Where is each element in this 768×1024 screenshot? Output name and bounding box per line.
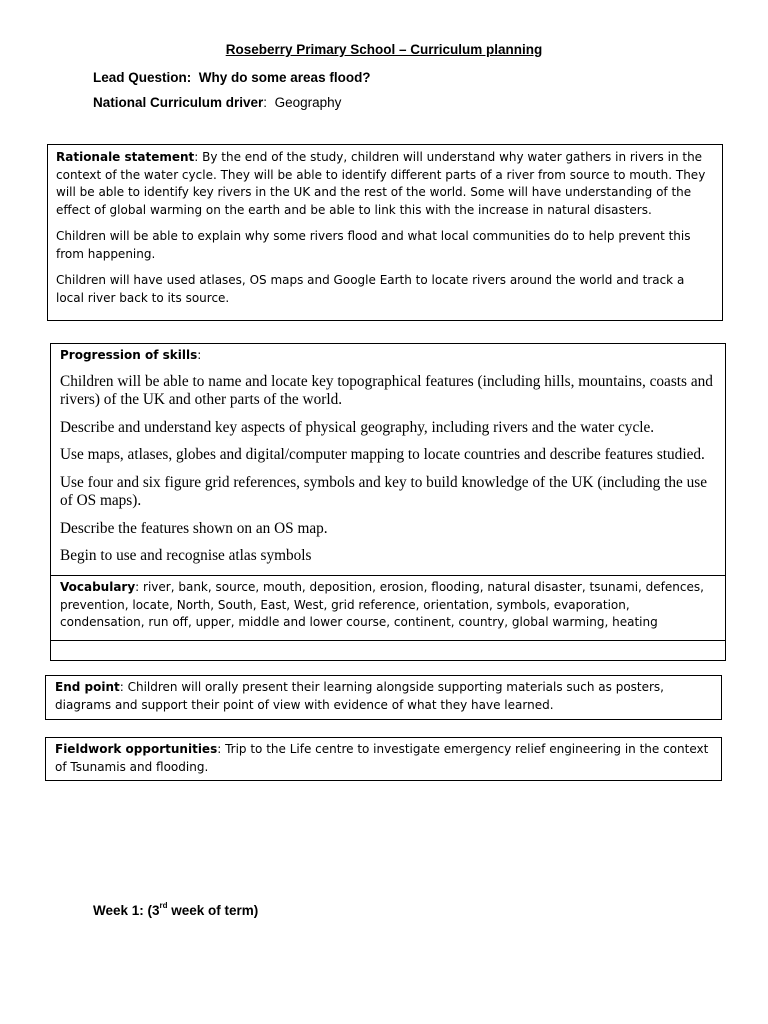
end-point-heading: End point [55,680,120,694]
progression-section [51,344,725,576]
progression-heading: Progression of skills [60,348,198,362]
progression-item: Use four and six figure grid references, symbols and key to build knowledge of the UK (including the use of OS maps). [60,473,707,509]
rationale-box [47,144,723,321]
week-prefix: Week 1: (3 [93,903,160,918]
fieldwork-heading: Fieldwork opportunities [55,742,218,756]
lead-question-label: Lead Question: [93,70,192,85]
lead-question [93,70,371,85]
fieldwork-box: Fieldwork opportunities: Trip to the Life centre to investigate emergency relief engineering in the context of Tsunamis and flooding. [45,737,722,781]
lead-question-value: Why do some areas flood? [198,70,371,85]
vocabulary-heading: Vocabulary [60,580,136,594]
progression-item: Use maps, atlases, globes and digital/computer mapping to locate countries and describe features studied. [60,446,705,463]
progression-box [50,343,726,661]
driver-value: Geography [274,95,342,110]
progression-item: Describe and understand key aspects of physical geography, including rivers and the water cycle. [60,418,655,436]
rationale-paragraph-1: Rationale statement: By the end of the study, children will understand why water gathers in rivers in the context of the water cycle. They will be able to identify different parts of a river from source to mouth. They will be able to identify key rivers in the UK and the rest of the world. Some will have understanding of the effect of global warming on the earth and be able to link this with the increase in natural disasters. [56,150,706,217]
vocabulary-section: Vocabulary: river, bank, source, mouth, deposition, erosion, flooding, natural disaster, tsunami, defences, prevention, locate, North, South, East, West, grid reference, orientation, symbols, evaporation, condensation, run off, upper, middle and lower course, continent, country, global warming, heating [51,576,725,641]
week-heading [93,903,258,918]
progression-item: Describe the features shown on an OS map. [60,519,328,537]
driver-label: National Curriculum driver [93,95,264,110]
week-suffix: week of term) [167,903,259,918]
progression-heading-line: Progression of skills: [60,348,202,362]
rationale-heading: Rationale statement [56,150,195,164]
progression-item: Children will be able to name and locate key topographical features (including hills, mountains, coasts and rivers) of the UK and other parts of the world. [60,372,713,408]
end-point-text: Children will orally present their learning alongside supporting materials such as posters, diagrams and support their point of view with evidence of what they have learned. [55,680,664,712]
progression-list [60,373,716,566]
end-point-box: End point: Children will orally present their learning alongside supporting materials such as posters, diagrams and support their point of view with evidence of what they have learned. [45,675,722,720]
fieldwork-text: Trip to the Life centre to investigate emergency relief engineering in the context of Tsunamis and flooding. [55,742,709,774]
page-title: Roseberry Primary School – Curriculum planning [225,42,543,57]
curriculum-driver: National Curriculum driver: Geography [93,95,342,110]
progression-item: Begin to use and recognise atlas symbols [60,547,312,564]
rationale-paragraph-3: Children will have used atlases, OS maps and Google Earth to locate rivers around the world and track a local river back to its source. [56,273,685,305]
week-ordinal: rd [159,901,168,910]
rationale-paragraph-2: Children will be able to explain why some rivers flood and what local communities do to help prevent this from happening. [56,229,691,261]
vocabulary-text: river, bank, source, mouth, deposition, erosion, flooding, natural disaster, tsunami, defences, prevention, locate, North, South, East, West, grid reference, orientation, symbols, evaporation, condensation, run off, upper, middle and lower course, continent, country, global warming, heating [60,580,704,629]
rationale-text-1: By the end of the study, children will understand why water gathers in rivers in the context of the water cycle. They will be able to identify different parts of a river from source to mouth. They will be able to identify key rivers in the UK and the rest of the world. Some will have understanding of the effect of global warming on the earth and be able to link this with the increase in natural disasters. [56,150,706,217]
